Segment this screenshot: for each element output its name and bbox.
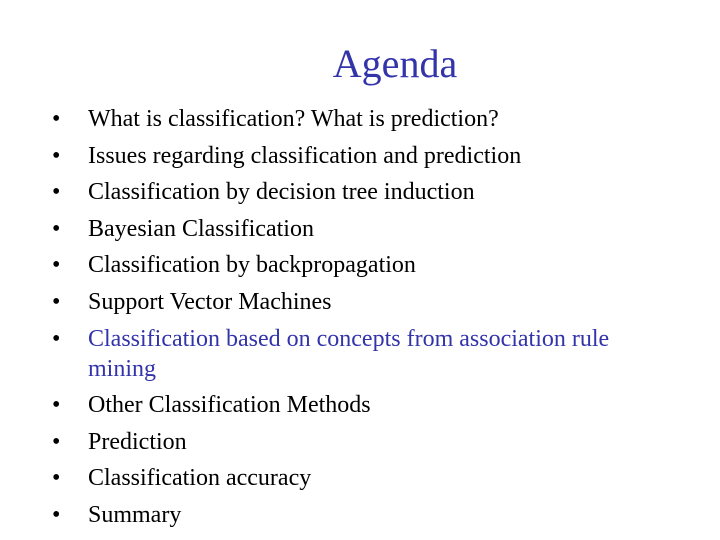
agenda-item [52,104,672,134]
agenda-item-text: Classification accuracy [88,465,312,492]
agenda-item-text: Issues regarding classification and prediction [88,142,522,169]
agenda-item [52,427,672,457]
agenda-item-text: Other Classification Methods [88,392,371,419]
agenda-item-text: Classification based on concepts from association rule mining [88,325,610,382]
agenda-item-text: Support Vector Machines [88,288,332,315]
bullet-icon: • [52,501,61,528]
bullet-icon: • [52,465,61,492]
bullet-icon: • [52,288,61,315]
bullet-icon: • [52,252,61,279]
agenda-item-text: Classification by decision tree induction [88,179,475,206]
agenda-item-text: Summary [88,501,182,528]
agenda-item [52,250,672,280]
agenda-item-text: Prediction [88,428,187,455]
bullet-icon: • [52,106,61,132]
agenda-item [52,324,672,384]
agenda-item [52,500,672,530]
bullet-icon: • [52,215,61,242]
agenda-item [52,287,672,317]
bullet-icon: • [52,142,61,169]
agenda-item [52,390,672,420]
bullet-icon: • [52,325,61,352]
agenda-list [52,104,672,537]
slide-title: Agenda [332,41,458,86]
bullet-icon: • [52,392,61,419]
agenda-item [52,214,672,244]
agenda-item-text: Classification by backpropagation [88,252,416,279]
agenda-item [52,463,672,493]
agenda-item [52,141,672,171]
agenda-item-text: Bayesian Classification [88,215,314,242]
bullet-icon: • [52,179,61,206]
agenda-item-text: What is classification? What is prediction? [88,106,499,132]
agenda-item [52,177,672,207]
bullet-icon: • [52,428,61,455]
